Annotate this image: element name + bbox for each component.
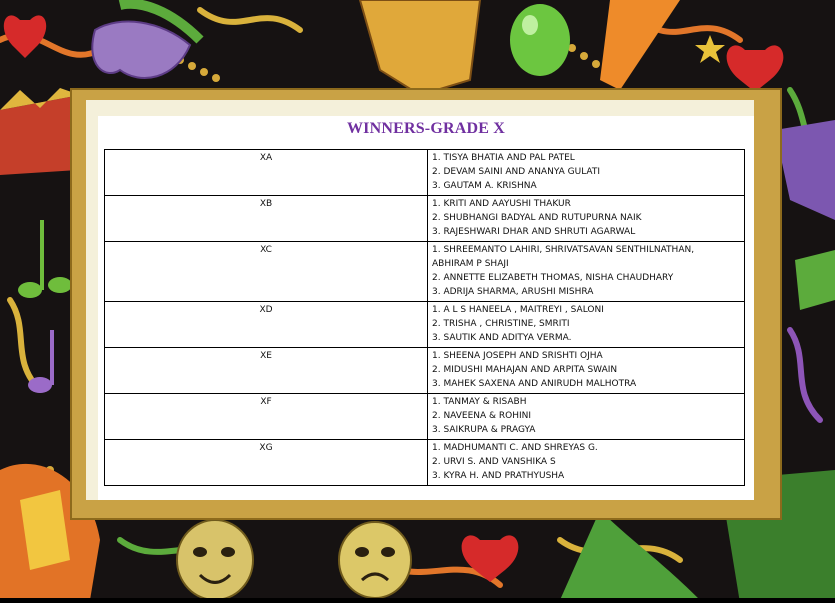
winner-line: 2. ANNETTE ELIZABETH THOMAS, NISHA CHAUDHARY <box>432 273 674 283</box>
winner-line: 2. TRISHA , CHRISTINE, SMRITI <box>432 319 570 329</box>
winners-table <box>104 149 745 486</box>
winners-cell <box>428 150 745 196</box>
winners-cell <box>428 196 745 242</box>
table-row <box>105 348 745 394</box>
winners-cell <box>428 440 745 486</box>
balloon-icon <box>510 4 570 76</box>
winner-line: 3. SAIKRUPA & PRAGYA <box>432 425 536 435</box>
winner-line: 1. TANMAY & RISABH <box>432 397 527 407</box>
winner-line: 1. A L S HANEELA , MAITREYI , SALONI <box>432 305 604 315</box>
table-row <box>105 150 745 196</box>
winner-line: 3. MAHEK SAXENA AND ANIRUDH MALHOTRA <box>432 379 637 389</box>
class-cell: XE <box>105 348 428 394</box>
winner-line: 2. DEVAM SAINI AND ANANYA GULATI <box>432 167 601 177</box>
winner-line: 2. NAVEENA & ROHINI <box>432 411 532 421</box>
class-cell: XD <box>105 302 428 348</box>
table-row <box>105 302 745 348</box>
table-row <box>105 394 745 440</box>
theater-mask-icon <box>177 520 253 600</box>
winner-line: 3. GAUTAM A. KRISHNA <box>432 181 537 191</box>
winner-line: 3. SAUTIK AND ADITYA VERMA. <box>432 333 572 343</box>
class-cell: XF <box>105 394 428 440</box>
winners-cell <box>428 302 745 348</box>
winner-line: 2. SHUBHANGI BADYAL AND RUTUPURNA NAIK <box>432 213 642 223</box>
class-cell: XA <box>105 150 428 196</box>
page-title: WINNERS-GRADE X <box>346 120 506 137</box>
bottom-bar <box>0 598 835 603</box>
winner-line: 1. KRITI AND AAYUSHI THAKUR <box>432 199 571 209</box>
winner-line: 3. ADRIJA SHARMA, ARUSHI MISHRA <box>432 287 594 297</box>
table-row <box>105 440 745 486</box>
class-cell: XC <box>105 242 428 302</box>
winner-line: 3. KYRA H. AND PRATHYUSHA <box>432 471 565 481</box>
winner-line: 1. SHEENA JOSEPH AND SRISHTI OJHA <box>432 351 603 361</box>
winner-line: 2. MIDUSHI MAHAJAN AND ARPITA SWAIN <box>432 365 618 375</box>
winner-line: ABHIRAM P SHAJI <box>432 259 509 269</box>
winners-cell <box>428 394 745 440</box>
winner-line: 3. RAJESHWARI DHAR AND SHRUTI AGARWAL <box>432 227 636 237</box>
winners-cell <box>428 348 745 394</box>
class-cell: XG <box>105 440 428 486</box>
winner-line: 1. SHREEMANTO LAHIRI, SHRIVATSAVAN SENTHILNATHAN, <box>432 245 695 255</box>
winner-line: 1. MADHUMANTI C. AND SHREYAS G. <box>432 443 598 453</box>
class-cell: XB <box>105 196 428 242</box>
winner-line: 1. TISYA BHATIA AND PAL PATEL <box>432 153 575 163</box>
table-row <box>105 242 745 302</box>
winners-cell <box>428 242 745 302</box>
winner-line: 2. URVI S. AND VANSHIKA S <box>432 457 556 467</box>
theater-mask-icon <box>339 522 411 598</box>
table-row <box>105 196 745 242</box>
